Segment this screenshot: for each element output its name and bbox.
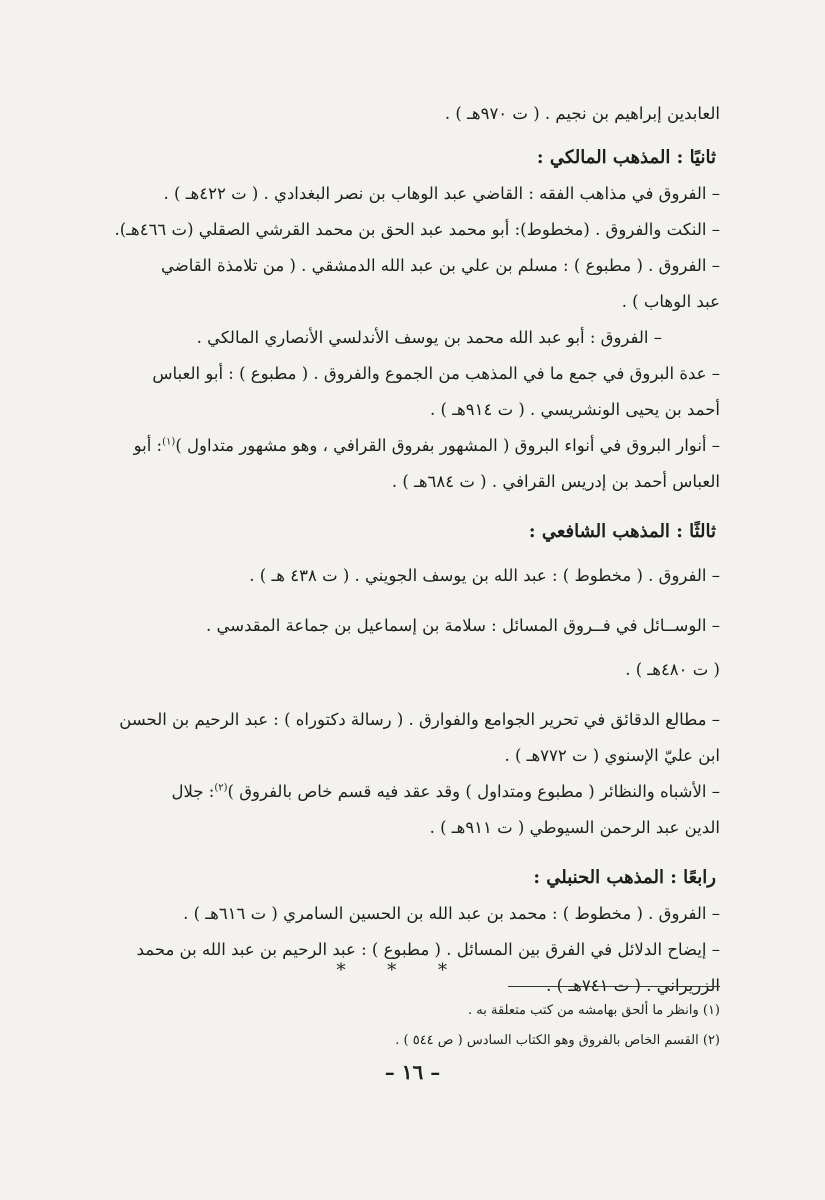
text-line: – النكت والفروق . (مخطوط): أبو محمد عبد الحق بن محمد القرشي الصقلي (ت ٤٦٦هـ). <box>114 220 720 239</box>
footnote-2: (٢) القسم الخاص بالفروق وهو الكتاب السادس ( ص ٥٤٤ ) . <box>395 1033 720 1048</box>
footnote-1: (١) وانظر ما ألحق بهامشه من كتب متعلقة به . <box>468 1003 720 1018</box>
text-line <box>105 428 720 464</box>
text-line: – عدة البروق في جمع ما في المذهب من الجموع والفروق . ( مطبوع ) : أبو العباس <box>152 364 720 383</box>
text-line: – الفروق . ( مطبوع ) : مسلم بن علي بن عبد الله الدمشقي . ( من تلامذة القاضي <box>160 256 720 275</box>
text-fragment: – أنوار البروق في أنواء البروق ( المشهور بفروق القرافي ، وهو مشهور متداول ) <box>175 436 720 455</box>
text-line <box>105 774 720 810</box>
footnote-ref-1: (١) <box>162 436 176 448</box>
main-text <box>105 96 720 1004</box>
footnote-divider <box>508 986 720 987</box>
text-line: الزريراني . ( ت ٧٤١هـ ) . <box>546 976 720 995</box>
text-line: أحمد بن يحيى الونشريسي . ( ت ٩١٤هـ ) . <box>430 400 720 419</box>
maliki-heading: ثانيًا : المذهب المالكي : <box>536 147 716 168</box>
text-line: – الفروق في مذاهب الفقه : القاضي عبد الوهاب بن نصر البغدادي . ( ت ٤٢٢هـ ) . <box>163 184 720 203</box>
text-fragment: : جلال <box>171 782 215 801</box>
text-line: – الفروق . ( مخطوط ) : محمد بن عبد الله بن الحسين السامري ( ت ٦١٦هـ ) . <box>183 904 720 923</box>
footnote-ref-2: (٢) <box>214 782 228 794</box>
shafii-heading: ثالثًا : المذهب الشافعي : <box>528 521 716 542</box>
page-number: – ١٦ – <box>384 1060 441 1084</box>
text-line: ابن عليّ الإسنوي ( ت ٧٧٢هـ ) . <box>504 746 720 765</box>
text-fragment: : أبو <box>133 436 163 455</box>
text-fragment: – الأشباه والنظائر ( مطبوع ومتداول ) وقد عقد فيه قسم خاص بالفروق ) <box>227 782 720 801</box>
hanbali-heading: رابعًا : المذهب الحنبلي : <box>533 867 716 888</box>
text-line: – الوســائل في فــروق المسائل : سلامة بن إسماعيل بن جماعة المقدسي . <box>206 616 720 635</box>
intro-line: العابدين إبراهيم بن نجيم . ( ت ٩٧٠هـ ) . <box>444 104 720 123</box>
text-line: – إيضاح الدلائل في الفرق بين المسائل . ( مطبوع ) : عبد الرحيم بن عبد الله بن محمد <box>136 940 720 959</box>
text-line: – مطالع الدقائق في تحرير الجوامع والفوارق . ( رسالة دكتوراه ) : عبد الرحيم بن الحسن <box>119 710 720 729</box>
text-line: العباس أحمد بن إدريس القرافي . ( ت ٦٨٤هـ ) . <box>391 472 720 491</box>
text-line: الدين عبد الرحمن السيوطي ( ت ٩١١هـ ) . <box>429 818 720 837</box>
section-separator: * * * <box>336 960 465 981</box>
text-line: عبد الوهاب ) . <box>621 292 720 311</box>
footnotes <box>105 996 720 1056</box>
text-line: – الفروق . ( مخطوط ) : عبد الله بن يوسف الجويني . ( ت ٤٣٨ هـ ) . <box>249 566 720 585</box>
text-line: ( ت ٤٨٠هـ ) . <box>625 660 720 679</box>
text-line: – الفروق : أبو عبد الله محمد بن يوسف الأندلسي الأنصاري المالكي . <box>196 328 662 347</box>
